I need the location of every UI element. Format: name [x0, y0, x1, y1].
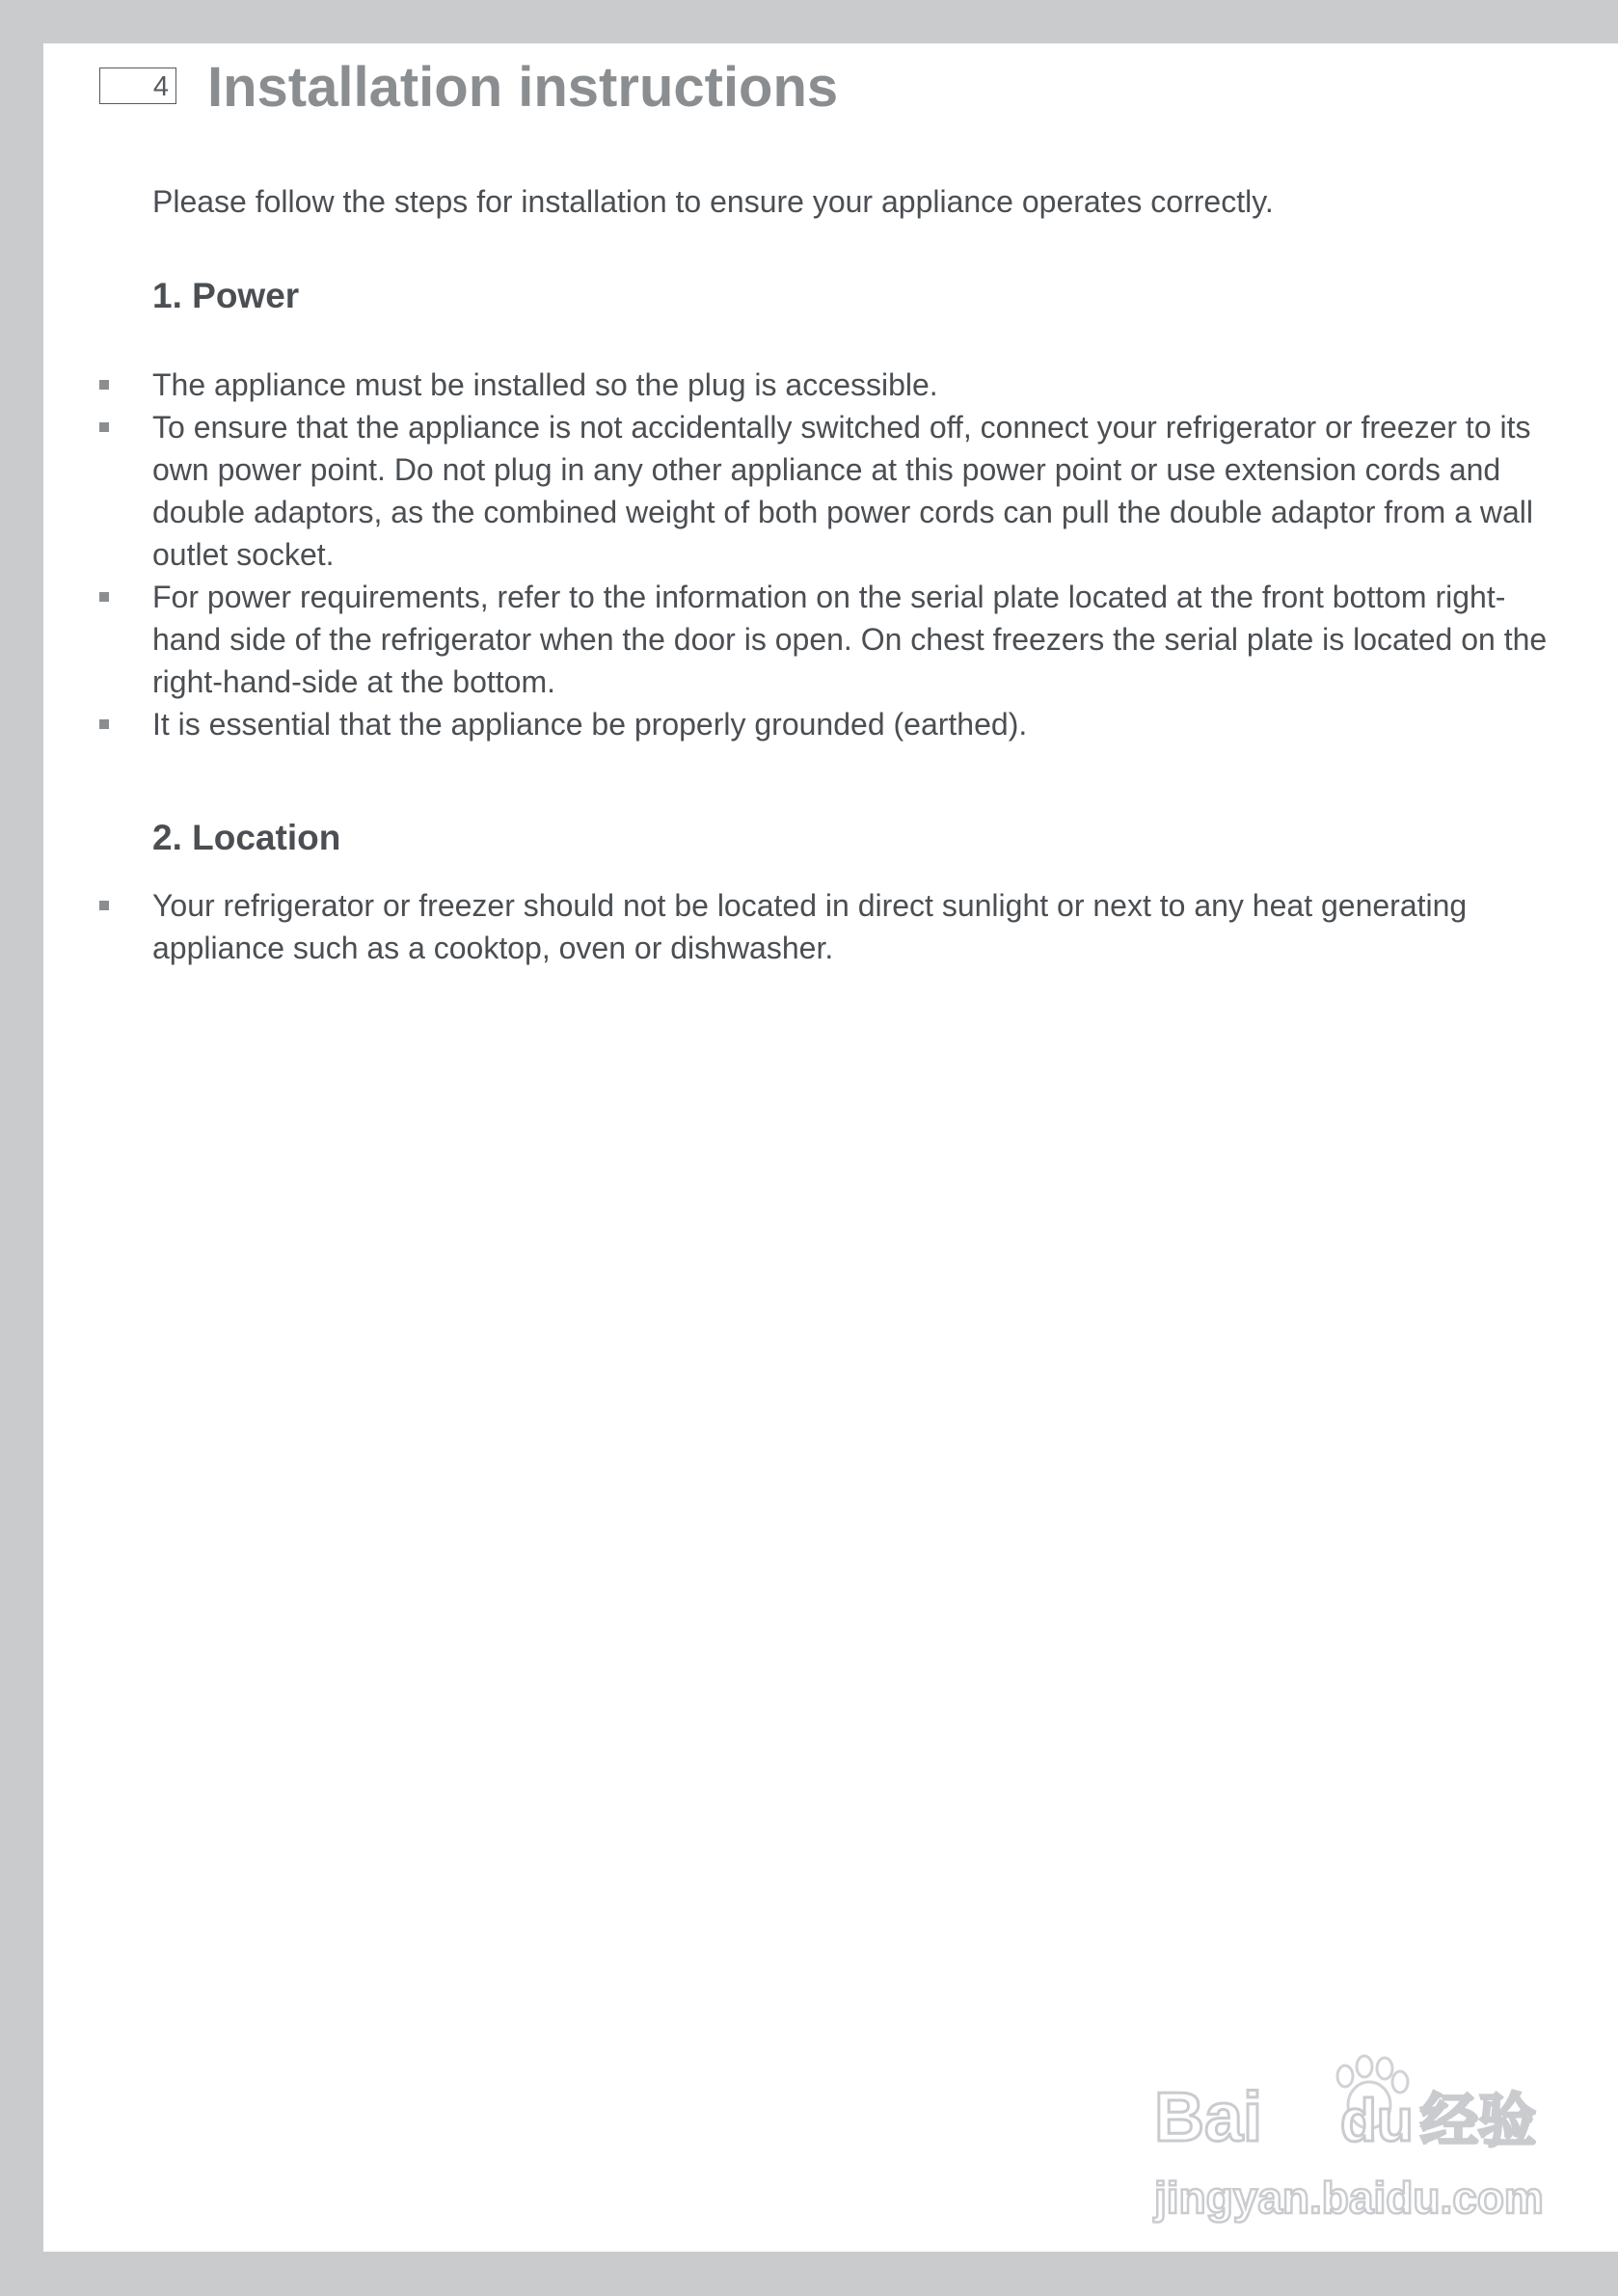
list-item-text: For power requirements, refer to the information on the serial plate located at the front bottom right-hand side of the refrigerator when the door is open. On chest freezers the serial plate is located on the right-hand-side at the bottom.: [152, 580, 1548, 699]
svg-text:Bai: Bai: [1154, 2079, 1263, 2156]
location-bullet-list: [43, 884, 1618, 969]
intro-text: Please follow the steps for installation to ensure your appliance operates correctly.: [152, 184, 1274, 219]
section-heading-location: 2. Location: [152, 818, 341, 857]
list-item-text: To ensure that the appliance is not accidentally switched off, connect your refrigerator or freezer to its own power point. Do not plug in any other appliance at this power point or use extension cords and double adaptors, as the combined weight of both power cords can pull the double adaptor from a wall outlet socket.: [152, 410, 1533, 572]
bullet-square-icon: [99, 422, 109, 432]
list-item: [43, 576, 1560, 703]
bullet-square-icon: [99, 719, 109, 729]
svg-text:jingyan.baidu.com: jingyan.baidu.com: [1154, 2173, 1544, 2223]
page-number: 4: [99, 68, 176, 104]
section-heading-power: 1. Power: [152, 276, 300, 315]
baidu-jingyan-watermark: [1152, 2049, 1567, 2232]
list-item: [43, 406, 1560, 576]
svg-text:经验: 经验: [1420, 2088, 1536, 2155]
svg-text:du: du: [1340, 2088, 1414, 2154]
bullet-square-icon: [99, 592, 109, 602]
list-item-text: Your refrigerator or freezer should not be located in direct sunlight or next to any heat generating appliance such as a cooktop, oven or dishwasher.: [152, 888, 1468, 965]
document-page: [43, 43, 1618, 2252]
list-item-text: It is essential that the appliance be properly grounded (earthed).: [152, 707, 1028, 742]
power-bullet-list: [43, 364, 1618, 745]
page-title: Installation instructions: [207, 56, 839, 119]
bullet-square-icon: [99, 380, 109, 390]
list-item-text: The appliance must be installed so the plug is accessible.: [152, 367, 938, 402]
list-item: [43, 703, 1560, 745]
list-item: [43, 884, 1560, 969]
list-item: [43, 364, 1560, 406]
bullet-square-icon: [99, 901, 109, 910]
